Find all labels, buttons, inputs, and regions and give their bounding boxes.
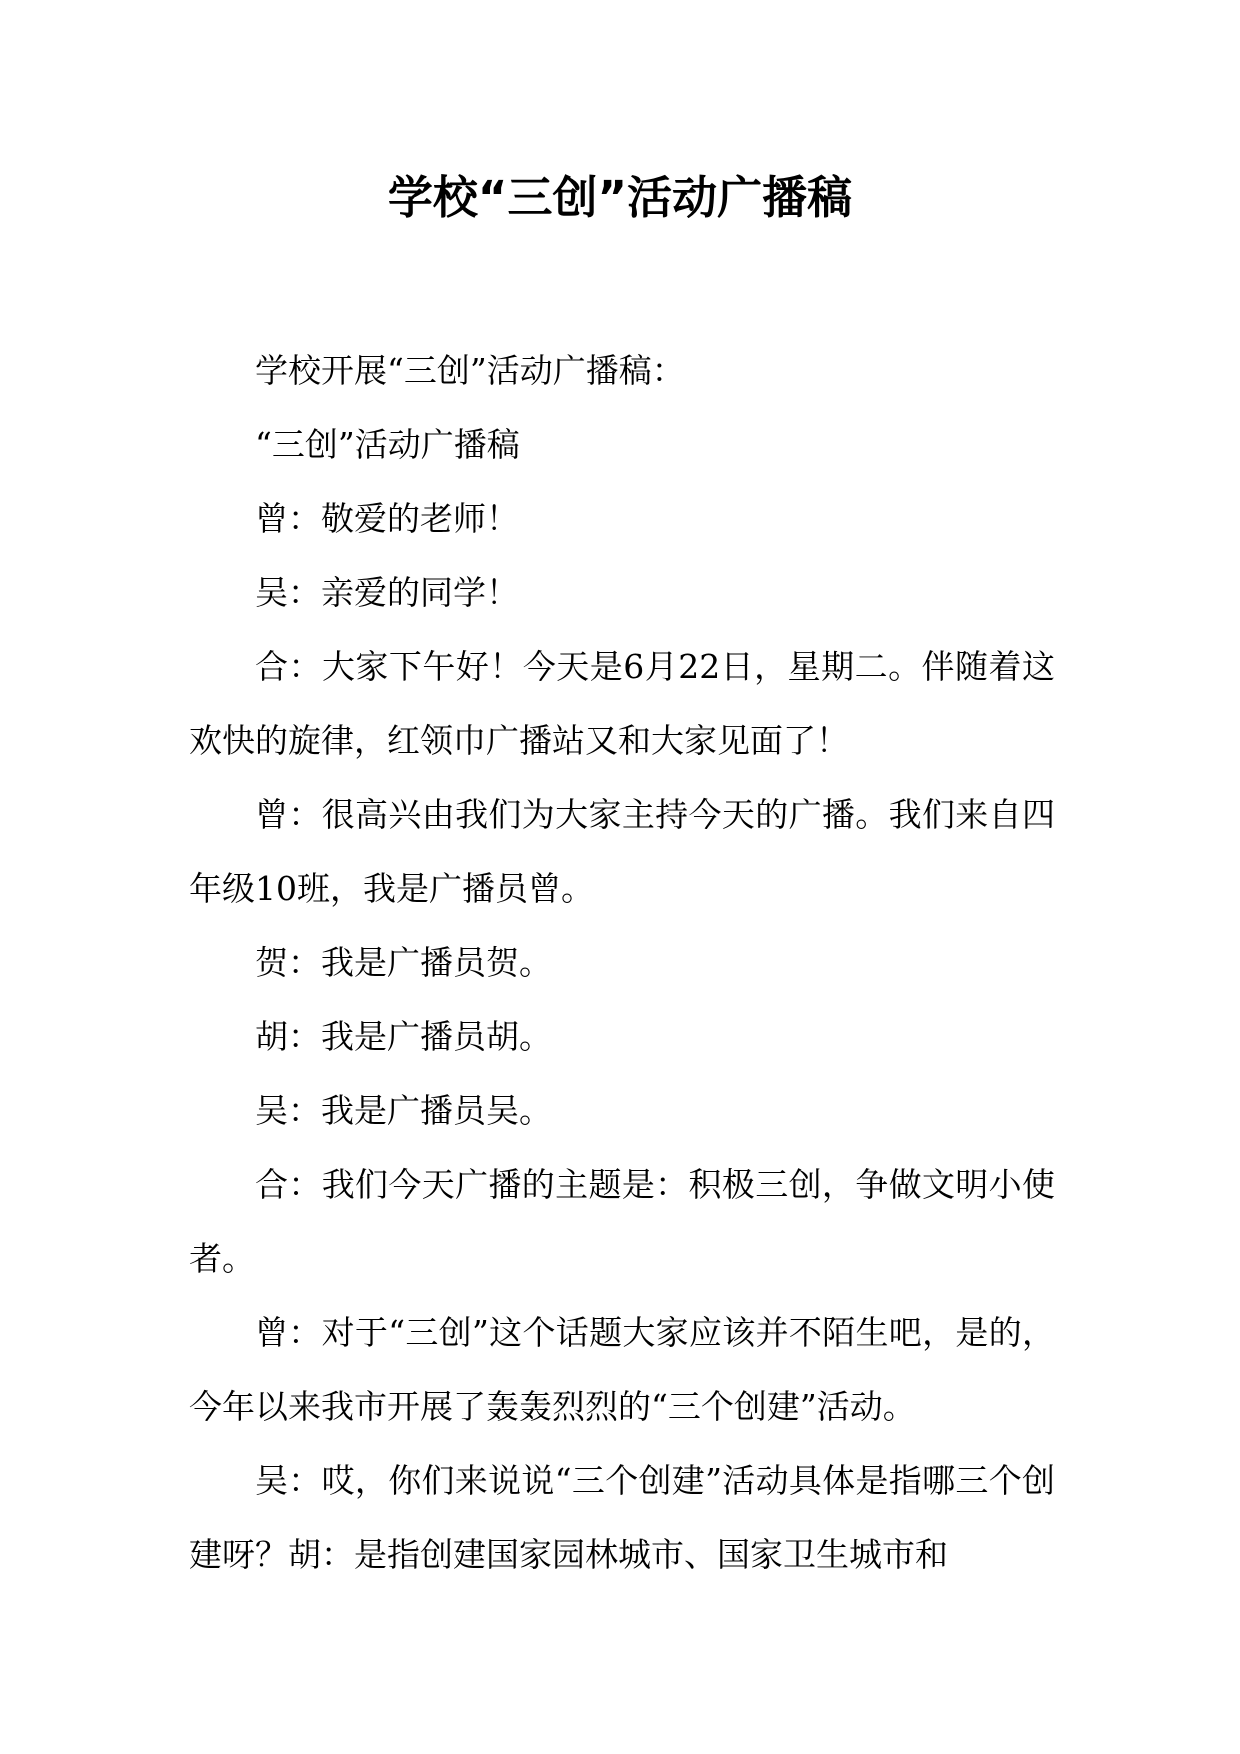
paragraph: 吴：我是广播员吴。 [255, 1091, 552, 1130]
paragraph: 曾：很高兴由我们为大家主持今天的广播。我们来自四年级10班，我是广播员曾。 [189, 795, 1055, 908]
paragraph: “三创”活动广播稿 [255, 425, 520, 464]
paragraph: 吴：哎，你们来说说“三个创建”活动具体是指哪三个创建呀？胡：是指创建国家园林城市、国家卫生城市和 [189, 1461, 1055, 1574]
paragraph: 合：大家下午好！今天是6月22日，星期二。伴随着这欢快的旋律，红领巾广播站又和大家见面了！ [189, 647, 1055, 760]
paragraph: 合：我们今天广播的主题是：积极三创，争做文明小使者。 [189, 1165, 1055, 1278]
paragraph: 贺：我是广播员贺。 [255, 943, 552, 982]
document-body [189, 334, 1055, 1592]
document-title: 学校“三创”活动广播稿 [387, 171, 853, 224]
paragraph: 吴：亲爱的同学！ [255, 573, 519, 612]
paragraph: 学校开展“三创”活动广播稿： [255, 351, 685, 390]
paragraph: 胡：我是广播员胡。 [255, 1017, 552, 1056]
paragraph: 曾：敬爱的老师！ [255, 499, 519, 538]
paragraph: 曾：对于“三创”这个话题大家应该并不陌生吧，是的，今年以来我市开展了轰轰烈烈的“三个创建”活动。 [189, 1313, 1055, 1426]
